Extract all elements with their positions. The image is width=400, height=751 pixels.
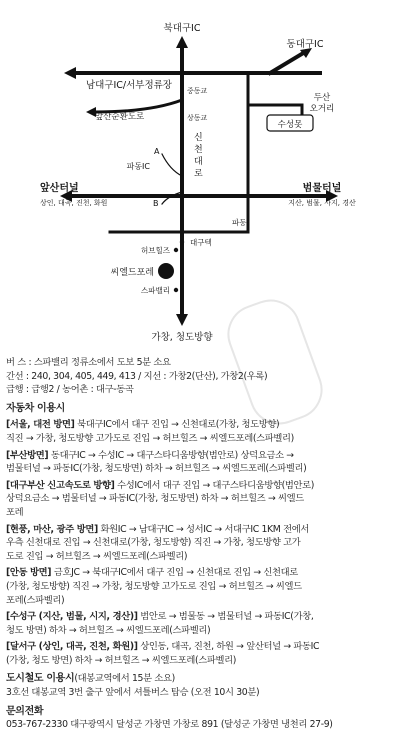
label-padong-ic: 파동IC bbox=[126, 162, 150, 171]
bus-line: 급행 : 급행2 / 농어촌 : 대구-동곡 bbox=[6, 384, 134, 396]
label-apsan-sunhwan: 앞산순환도로 bbox=[95, 112, 145, 122]
map-canvas bbox=[0, 0, 400, 345]
label-sangdong-bridge: 상동교 bbox=[187, 114, 208, 122]
route-dalseo bbox=[6, 640, 396, 667]
label-apsan-tunnel: 앞산터널 bbox=[40, 183, 79, 194]
route-head: [대구부산 신고속도로 방향] bbox=[6, 479, 115, 491]
subway-section-title bbox=[6, 672, 396, 686]
label-apsan-tunnel-sub: 상인, 대곡, 진천, 화원 bbox=[40, 199, 108, 207]
route-suseong bbox=[6, 610, 396, 637]
route-line: 화원IC → 남대구IC → 성서IC → 서대구IC 1KM 전에서 bbox=[97, 523, 309, 535]
route-line: 청도 방면) 하차 → 허브힐즈 → 씨엘드포레(스파벨리) bbox=[6, 624, 211, 636]
route-head: [수성구 (지산, 범물, 시지, 경산)] bbox=[6, 611, 138, 623]
label-sincheon-2: 천 bbox=[194, 145, 203, 155]
label-b-marker: B bbox=[153, 199, 159, 208]
road-apsan-sunhwan bbox=[95, 100, 182, 112]
route-head: [안동 방면] bbox=[6, 567, 52, 579]
directions-info bbox=[6, 356, 396, 732]
route-hyeonpung bbox=[6, 523, 396, 564]
label-a-marker: A bbox=[154, 147, 160, 156]
location-map bbox=[0, 0, 400, 345]
label-dusan-2: 오거리 bbox=[309, 104, 335, 114]
bus-line: 버 스 : 스파밸리 정류소에서 도보 5분 소요 bbox=[6, 357, 171, 368]
label-suseongmot: 수성못 bbox=[277, 120, 303, 130]
route-line: 도로 진입 → 허브힐즈 → 씨엘드포레(스파벨리) bbox=[6, 550, 188, 562]
route-line: 상덕요금소 → 범물터널 → 파동IC(가창, 청도방면) 하차 → 허브힐즈 → 씨엘드 bbox=[6, 493, 304, 505]
daegutek-dot bbox=[180, 240, 184, 244]
route-line: 수성IC에서 대구 진입 → 대구스타디움방향(범안로) bbox=[114, 479, 315, 491]
label-spavalley: 스파밸리 bbox=[141, 286, 170, 295]
ramp-a bbox=[162, 154, 182, 176]
label-daegutek: 대구텍 bbox=[190, 238, 212, 247]
road-dongdaegu bbox=[270, 52, 305, 73]
route-line: 범물터널 → 파동IC(가창, 청도방면) 하차 → 허브힐즈 → 씨엘드포레(스파벨리) bbox=[6, 463, 307, 475]
route-head: [부산방면] bbox=[6, 449, 49, 461]
subway-title-suffix: (대봉교역에서 15분 소요) bbox=[74, 673, 175, 685]
label-dusan-1: 두산 bbox=[313, 93, 331, 103]
label-gachang-direction: 가창, 청도방향 bbox=[151, 332, 213, 343]
route-seoul-daejeon bbox=[6, 418, 396, 445]
route-busan bbox=[6, 449, 396, 476]
arrow-west-icon bbox=[64, 67, 76, 79]
label-bukdaegu-ic: 북대구IC bbox=[163, 23, 201, 34]
route-head: [서울, 대전 방면] bbox=[6, 419, 75, 431]
destination-marker-icon bbox=[158, 263, 174, 279]
car-section-title: 자동차 이용시 bbox=[6, 402, 65, 414]
label-jungdong-bridge: 중동교 bbox=[187, 87, 208, 95]
subway-title: 도시철도 이용시 bbox=[6, 673, 75, 685]
label-sincheon-4: 로 bbox=[194, 169, 203, 179]
subway-line: 3호선 대봉교역 3번 출구 앞에서 셔틀버스 탑승 (오전 10시 30분) bbox=[6, 687, 260, 699]
arrow-north-icon bbox=[176, 36, 188, 48]
route-line: 포레 bbox=[6, 506, 24, 518]
label-namdaegu-ic: 남대구IC/서부정류장 bbox=[85, 80, 172, 91]
bus-line: 간선 : 240, 304, 405, 449, 413 / 지선 : 가창2(단산), 가창2(우록) bbox=[6, 370, 268, 382]
route-line: 금호JC → 북대구IC에서 대구 진입 → 신천대로 진입 → 신천대로 bbox=[51, 567, 298, 579]
route-head: [달서구 (상인, 대곡, 진천, 화원)] bbox=[6, 641, 138, 653]
label-beommul-tunnel-sub: 지산, 범물, 사지, 경산 bbox=[288, 199, 356, 207]
route-line: (가창, 청도방향) 직진 → 가창, 청도방향 고가도로 진입 → 허브힐즈 → 씨엘드 bbox=[6, 580, 302, 592]
arrow-south-icon bbox=[176, 314, 188, 326]
route-line: 북대구IC에서 대구 진입 → 신천대로(가창, 청도방향) bbox=[74, 419, 280, 431]
route-line: 상인동, 대곡, 진천, 하원 → 앞산터널 → 파동IC bbox=[137, 641, 320, 653]
route-head: [현풍, 마산, 광주 방면] bbox=[6, 523, 98, 535]
label-sincheon-3: 대 bbox=[194, 157, 203, 167]
route-andong bbox=[6, 566, 396, 607]
label-beommul-tunnel: 범물터널 bbox=[302, 183, 342, 194]
contact-section-title: 문의전화 bbox=[6, 705, 44, 717]
label-padong: 파동 bbox=[232, 218, 247, 227]
spavalley-dot bbox=[174, 288, 178, 292]
route-line: 포레(스파벨리) bbox=[6, 594, 65, 606]
route-line: 동대구IC → 수성IC → 대구스타디움방향(범안로) 상덕요금소 → bbox=[48, 449, 294, 461]
route-line: 직진 → 가창, 청도방향 고가도로 진입 → 허브힐즈 → 씨엘드포레(스파벨리) bbox=[6, 432, 294, 444]
route-line: 범안로 → 범물동 → 범물터널 → 파동IC(가창, bbox=[137, 611, 314, 623]
bus-section bbox=[6, 356, 396, 397]
route-line: (가창, 청도 방면) 하차 → 허브힐즈 → 씨엘드포레(스파벨리) bbox=[6, 654, 237, 666]
label-sincheon-1: 신 bbox=[194, 133, 203, 143]
route-daegu-busan-highway bbox=[6, 479, 396, 520]
label-destination: 씨엘드포레 bbox=[110, 268, 154, 278]
label-dongdaegu-ic: 동대구IC bbox=[286, 39, 324, 50]
route-line: 우측 신천대로 진입 → 신천대로(가창, 청도방향) 직진 → 가창, 청도방향 고가 bbox=[6, 537, 301, 549]
herbhills-dot bbox=[174, 248, 178, 252]
label-herbhills: 허브힐즈 bbox=[141, 246, 170, 255]
contact-line: 053-767-2330 대구광역시 달성군 가창면 가창로 891 (달성군 가창면 냉천리 27-9) bbox=[6, 719, 333, 731]
